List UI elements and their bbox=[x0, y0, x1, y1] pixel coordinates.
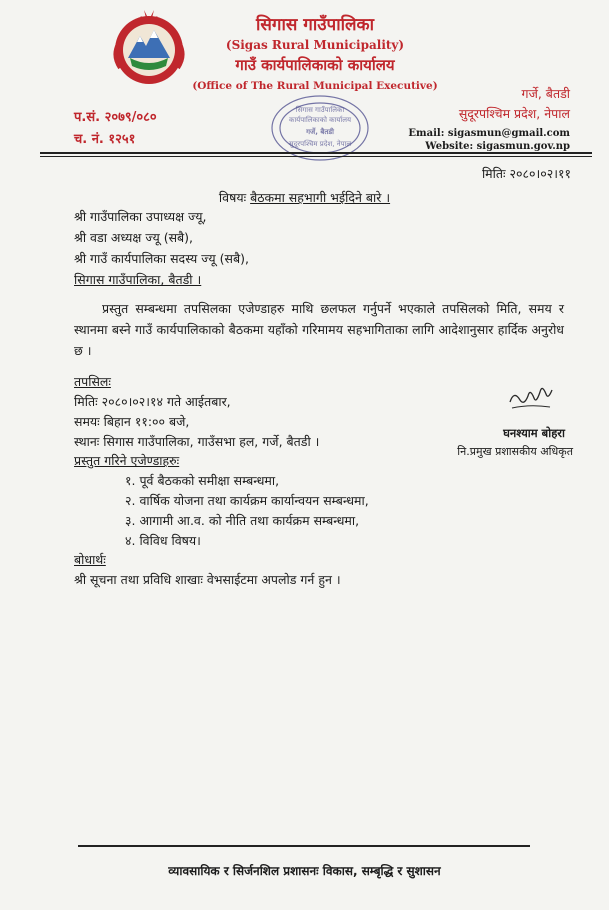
detail-venue: स्थानः सिगास गाउँपालिका, गाउँसभा हल, गर्जे, बैतडी । bbox=[74, 434, 320, 449]
signatory-name: घनश्याम बोहरा bbox=[503, 426, 565, 440]
office-name-np: गाउँ कार्यपालिकाको कार्यालय bbox=[235, 56, 395, 74]
agenda-item: ३. आगामी आ.व. को नीति तथा कार्यक्रम सम्बन्धमा, bbox=[125, 513, 360, 528]
signature-icon bbox=[506, 380, 554, 414]
header-divider-thin bbox=[40, 156, 592, 157]
recipient-line: श्री गाउँ कार्यपालिका सदस्य ज्यू (सबै), bbox=[74, 251, 249, 266]
municipality-name-en: (Sigas Rural Municipality) bbox=[225, 38, 405, 52]
svg-text:सुदूरपश्चिम प्रदेश, नेपाल: सुदूरपश्चिम प्रदेश, नेपाल bbox=[288, 140, 352, 148]
dispatch-number: च. नं. १२५१ bbox=[74, 132, 136, 147]
nepal-emblem-icon bbox=[108, 6, 190, 88]
office-location: गर्जे, बैतडी bbox=[521, 86, 570, 101]
subject-text: बैठकमा सहभागी भईदिने बारे । bbox=[250, 190, 391, 205]
letter-date: मितिः २०८०।०२।११ bbox=[481, 166, 571, 181]
recipient-line: श्री गाउँपालिका उपाध्यक्ष ज्यू, bbox=[74, 209, 207, 224]
recipient-organization: सिगास गाउँपालिका, बैतडी । bbox=[74, 272, 202, 287]
subject-line bbox=[0, 189, 609, 206]
contact-email: Email: sigasmun@gmail.com bbox=[408, 128, 570, 139]
svg-text:कार्यपालिकाको कार्यालय: कार्यपालिकाको कार्यालय bbox=[288, 116, 352, 124]
agenda-heading: प्रस्तुत गरिने एजेण्डाहरुः bbox=[74, 453, 180, 468]
municipality-name-np: सिगास गाउँपालिका bbox=[255, 15, 375, 35]
contact-website: Website: sigasmun.gov.np bbox=[425, 141, 570, 152]
detail-date: मितिः २०८०।०२।१४ गते आईतबार, bbox=[74, 394, 231, 409]
fiscal-year: प.सं. २०७९/०८० bbox=[74, 110, 157, 125]
header-divider bbox=[40, 152, 592, 154]
recipient-line: श्री वडा अध्यक्ष ज्यू (सबै), bbox=[74, 230, 194, 245]
cc-recipient: श्री सूचना तथा प्रविधि शाखाः वेभसाईटमा अपलोड गर्न हुन । bbox=[74, 572, 341, 587]
office-name-en: (Office of The Rural Municipal Executive) bbox=[192, 80, 438, 92]
svg-text:गर्जे, बैतडी: गर्जे, बैतडी bbox=[306, 128, 334, 136]
letter-body: प्रस्तुत सम्बन्धमा तपसिलका एजेण्डाहरु माथि छलफल गर्नुपर्ने भएकाले तपसिलको मिति, समय र स्थानमा बस्ने गाउँ कार्यपालिकाको बैठकमा यहाँको गरिमामय सहभागिताका लागि आदेशानुसार हार्दिक अनुरोध छ । bbox=[74, 301, 564, 358]
cc-heading: बोधार्थः bbox=[74, 552, 106, 567]
subject-label: विषयः bbox=[218, 190, 247, 205]
footer-divider bbox=[78, 845, 530, 847]
signatory-title: नि.प्रमुख प्रशासकीय अधिकृत bbox=[457, 445, 573, 458]
details-heading: तपसिलः bbox=[74, 374, 111, 389]
office-province: सुदूरपश्चिम प्रदेश, नेपाल bbox=[458, 106, 570, 121]
footer-slogan: व्यावसायिक र सिर्जनशिल प्रशासनः विकास, सम्बृद्धि र सुशासन bbox=[168, 864, 441, 878]
agenda-item: ४. विविध विषय। bbox=[125, 533, 201, 548]
svg-text:सिगास गाउँपालिका: सिगास गाउँपालिका bbox=[295, 106, 345, 114]
agenda-item: १. पूर्व बैठकको समीक्षा सम्बन्धमा, bbox=[125, 473, 280, 488]
agenda-item: २. वार्षिक योजना तथा कार्यक्रम कार्यान्वयन सम्बन्धमा, bbox=[125, 493, 369, 508]
detail-time: समयः बिहान ११:०० बजे, bbox=[74, 414, 190, 429]
